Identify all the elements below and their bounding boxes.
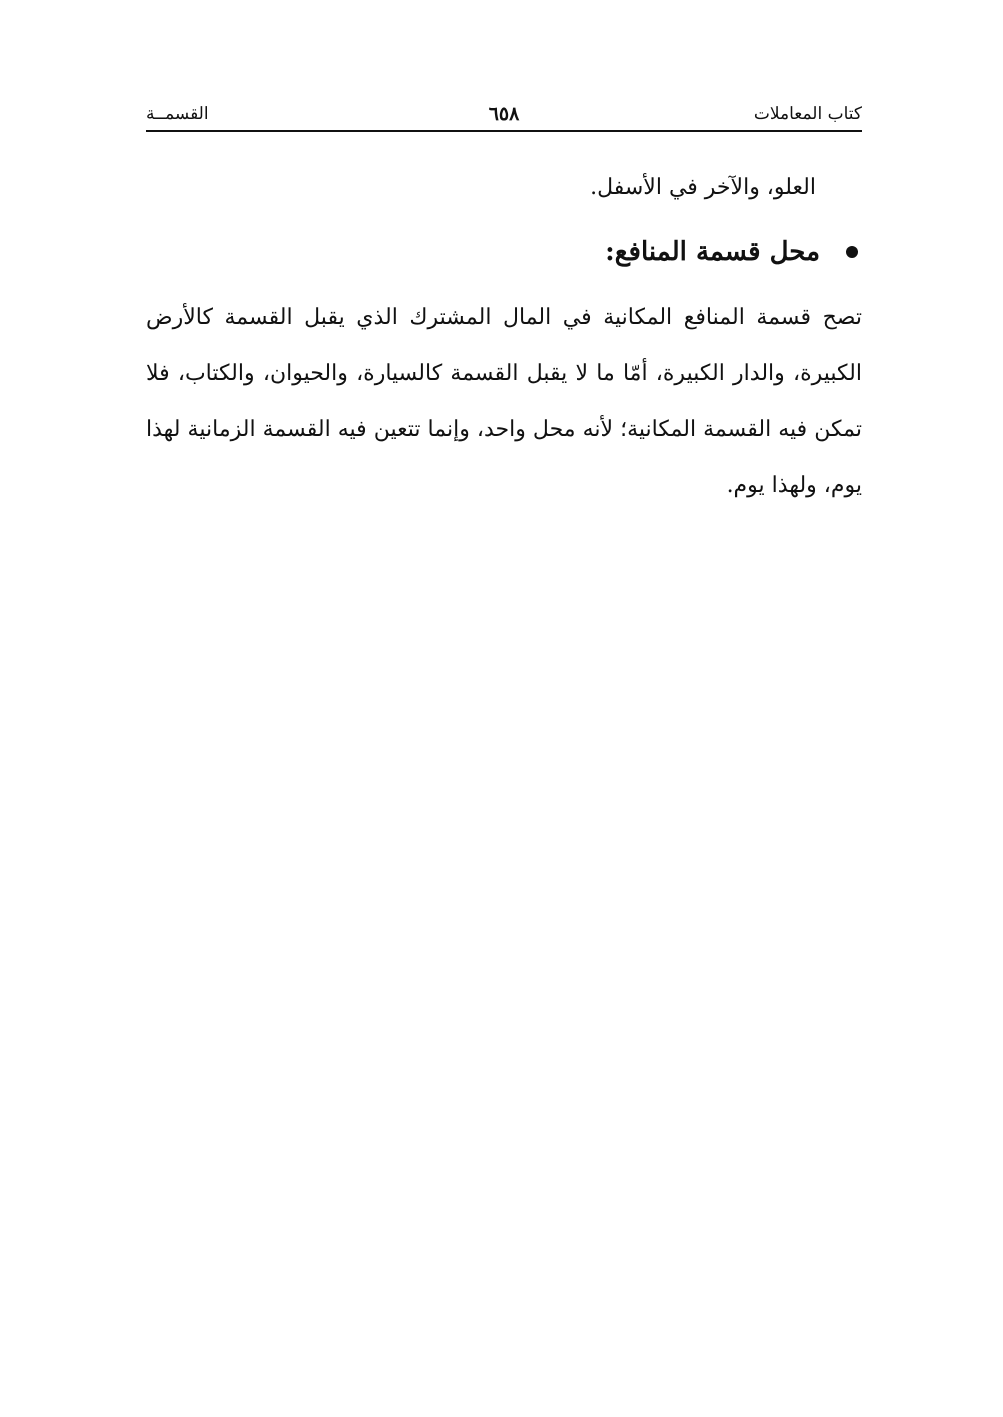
- page-number: ٦٥٨: [488, 103, 520, 125]
- continuation-line: العلو، والآخر في الأسفل.: [590, 175, 816, 200]
- section-heading-text: محل قسمة المنافع:: [605, 237, 820, 267]
- page-header: [146, 98, 862, 132]
- bullet-icon: [846, 246, 858, 258]
- body-paragraph: تصح قسمة المنافع المكانية في المال المشترك الذي يقبل القسمة كالأرض الكبيرة، والدار الكبيرة، أمّا ما لا يقبل القسمة كالسيارة، والحيوان، والكتاب، فلا تمكن فيه القسمة المكانية؛ لأنه محل واحد، وإنما تتعين فيه القسمة الزمانية لهذا يوم، ولهذا يوم.: [146, 305, 862, 498]
- book-title: كتاب المعاملات: [753, 104, 862, 124]
- page-content: [146, 160, 862, 514]
- chapter-title: القسمــة: [146, 104, 209, 124]
- section-heading: [146, 224, 862, 280]
